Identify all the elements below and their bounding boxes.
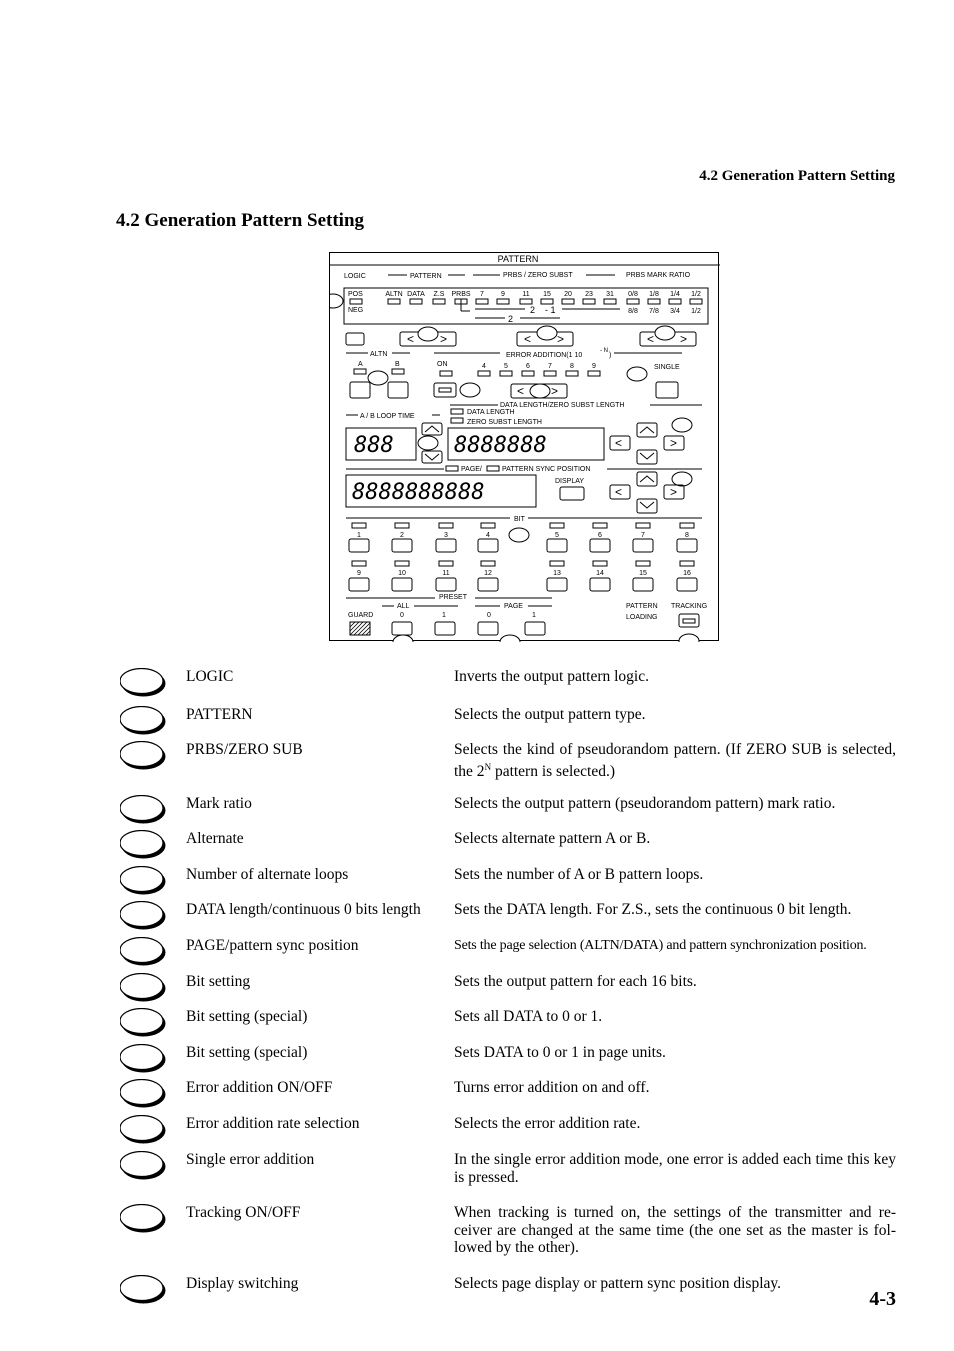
callout-marker [120, 1275, 166, 1304]
item-term: Mark ratio [186, 795, 252, 812]
error-rate-led [566, 371, 578, 376]
error-rate-label: 5 [504, 363, 508, 370]
item-term: Alternate [186, 830, 244, 847]
prbs-order-led [497, 299, 509, 304]
bit-led [395, 523, 409, 528]
pattern-right-arrow: > [440, 332, 448, 346]
callout-marker [120, 706, 166, 735]
list-item [0, 1151, 954, 1191]
bit-number-label: 2 [400, 532, 404, 539]
list-item [0, 706, 954, 746]
pattern-panel-diagram [329, 252, 719, 641]
pattern-loading-label: PATTERN [626, 603, 658, 610]
error-addition-label: ERROR ADDITION(1 10 [506, 352, 583, 359]
error-rate-label: 7 [548, 363, 552, 370]
mark-ratio-led [648, 299, 660, 304]
item-description: Selects the error addition rate. [454, 1115, 641, 1132]
bit-key [547, 539, 567, 552]
error-rate-led [500, 371, 512, 376]
formula-base: 2 [508, 314, 514, 324]
bit-number-label: 11 [442, 570, 450, 577]
list-item [0, 1115, 954, 1155]
item-description [454, 741, 896, 780]
pattern-left-arrow: < [407, 332, 415, 346]
bit-key [590, 539, 610, 552]
mark-ratio-top-label: 0/8 [628, 291, 638, 298]
bit-led [636, 523, 650, 528]
bit-key [392, 578, 412, 591]
page-zero-label: 0 [487, 612, 491, 619]
item-term: PRBS/ZERO SUB [186, 741, 303, 758]
item-description: Selects page display or pattern sync position display. [454, 1275, 782, 1292]
svg-text:>: > [670, 485, 678, 499]
bit-led [395, 561, 409, 566]
bit-number-label: 14 [596, 570, 604, 577]
bit-key [349, 539, 369, 552]
prbs-label: PRBS / ZERO SUBST [503, 272, 573, 279]
single-label: SINGLE [654, 364, 680, 371]
bit-key [590, 578, 610, 591]
data-length-display: 8888888 [454, 433, 547, 458]
item-description: Sets DATA to 0 or 1 in page units. [454, 1044, 666, 1061]
bit-key [677, 578, 697, 591]
item-description: Turns error addition on and off. [454, 1079, 650, 1096]
prbs-left-arrow: < [524, 332, 532, 346]
callout-marker [120, 741, 166, 770]
altn-b-label: B [395, 361, 400, 368]
bit-key [349, 578, 369, 591]
bit-number-label: 7 [641, 532, 645, 539]
item-term: Error addition rate selection [186, 1115, 360, 1132]
list-item [0, 1044, 954, 1084]
item-term: LOGIC [186, 668, 234, 685]
error-rate-label: 6 [526, 363, 530, 370]
all-label: ALL [397, 603, 410, 610]
callout-marker [120, 973, 166, 1002]
pattern-type-label: Z.S [433, 291, 445, 298]
item-term: PATTERN [186, 706, 253, 723]
prbs-order-led [604, 299, 616, 304]
pattern-type-led [388, 299, 400, 304]
pattern-label: PATTERN [410, 273, 442, 280]
bit-number-label: 5 [555, 532, 559, 539]
mark-ratio-bottom-label: 3/4 [670, 308, 680, 315]
item-term: Bit setting (special) [186, 1008, 308, 1025]
error-close: ) [609, 352, 612, 359]
mark-ratio-led [690, 299, 702, 304]
bit-number-label: 8 [685, 532, 689, 539]
item-description: Sets the output pattern for each 16 bits. [454, 973, 697, 990]
pattern-type-label: DATA [407, 291, 425, 298]
bit-led [439, 561, 453, 566]
bit-led [680, 523, 694, 528]
bit-key [677, 539, 697, 552]
error-rate-led [588, 371, 600, 376]
mark-ratio-label: PRBS MARK RATIO [626, 272, 691, 279]
callout-marker [120, 1115, 166, 1144]
item-description: When tracking is turned on, the settings of the transmitter and re-ceiver are changed at the same time (the one set as the master is fol-lowed by the other). [454, 1204, 896, 1256]
bit-led [352, 561, 366, 566]
prbs-order-label: 31 [606, 291, 614, 298]
svg-text:>: > [670, 436, 678, 450]
page-one-label: 1 [532, 612, 536, 619]
altn-label: ALTN [370, 351, 388, 358]
item-description-part: pattern is selected.) [491, 762, 616, 780]
bit-number-label: 16 [683, 570, 691, 577]
prbs-order-label: 9 [501, 291, 505, 298]
item-description-superscript: N [484, 761, 492, 772]
neg-label: NEG [348, 307, 364, 314]
error-right-arrow: > [551, 384, 559, 398]
panel-drawing [330, 253, 720, 642]
item-term: Display switching [186, 1275, 299, 1292]
loop-time-label: A / B LOOP TIME [360, 413, 415, 420]
callout-marker [120, 1044, 166, 1073]
item-description: In the single error addition mode, one error is added each time this key is pressed. [454, 1151, 896, 1186]
bit-key [392, 539, 412, 552]
svg-text:<: < [615, 436, 623, 450]
callout-marker [120, 668, 166, 697]
page-display: 8888888888 [352, 480, 485, 505]
prbs-order-label: 23 [585, 291, 593, 298]
list-item [0, 668, 954, 708]
item-term: Error addition ON/OFF [186, 1079, 333, 1096]
list-item [0, 1079, 954, 1119]
callout-marker [120, 937, 166, 966]
item-term: DATA length/continuous 0 bits length [186, 901, 421, 918]
loading-label: LOADING [626, 614, 658, 621]
prbs-order-label: 11 [522, 291, 530, 298]
callout-marker [120, 830, 166, 859]
bit-number-label: 4 [486, 532, 490, 539]
bit-key [633, 578, 653, 591]
pattern-type-led [433, 299, 445, 304]
pattern-type-label: PRBS [451, 291, 471, 298]
list-item [0, 973, 954, 1013]
bit-led [550, 523, 564, 528]
error-rate-label: 8 [570, 363, 574, 370]
bit-led [636, 561, 650, 566]
item-term: Number of alternate loops [186, 866, 349, 883]
item-description: Selects alternate pattern A or B. [454, 830, 651, 847]
bit-led [481, 523, 495, 528]
svg-text:<: < [615, 485, 623, 499]
display-label: DISPLAY [555, 478, 585, 485]
altn-a-label: A [358, 361, 363, 368]
on-label: ON [437, 361, 448, 368]
page-label: PAGE/ [461, 466, 482, 473]
list-item [0, 830, 954, 870]
bit-led [593, 561, 607, 566]
bit-led [593, 523, 607, 528]
error-rate-led [522, 371, 534, 376]
bit-key [436, 578, 456, 591]
data-length-label: DATA LENGTH [467, 409, 515, 416]
page-number: 4-3 [869, 1288, 896, 1310]
item-description: Selects the output pattern type. [454, 706, 646, 723]
preset-label: PRESET [439, 594, 468, 601]
prbs-order-label: 20 [564, 291, 572, 298]
mark-ratio-led [627, 299, 639, 304]
mark-ratio-led [669, 299, 681, 304]
error-rate-label: 4 [482, 363, 486, 370]
list-item [0, 901, 954, 941]
ratio-right-arrow: > [680, 332, 688, 346]
bit-led [439, 523, 453, 528]
sync-label: PATTERN SYNC POSITION [502, 466, 591, 473]
callout-marker [120, 1079, 166, 1108]
bit-number-label: 1 [357, 532, 361, 539]
item-description: Sets all DATA to 0 or 1. [454, 1008, 603, 1025]
bit-number-label: 10 [398, 570, 406, 577]
data-length-header: DATA LENGTH/ZERO SUBST LENGTH [500, 402, 625, 409]
list-item [0, 741, 954, 781]
list-item [0, 795, 954, 835]
mark-ratio-bottom-label: 7/8 [649, 308, 659, 315]
pattern-type-label: ALTN [385, 291, 403, 298]
logic-label: LOGIC [344, 273, 366, 280]
bit-key [547, 578, 567, 591]
prbs-order-led [476, 299, 488, 304]
prbs-order-led [520, 299, 532, 304]
bit-key [478, 539, 498, 552]
error-rate-label: 9 [592, 363, 596, 370]
mark-ratio-bottom-label: 1/2 [691, 308, 701, 315]
item-description: Sets the number of A or B pattern loops. [454, 866, 704, 883]
prbs-order-led [541, 299, 553, 304]
guard-label: GUARD [348, 612, 374, 619]
bit-key [633, 539, 653, 552]
bit-led [481, 561, 495, 566]
callout-marker [120, 1008, 166, 1037]
callout-marker [120, 866, 166, 895]
bit-label: BIT [514, 516, 525, 523]
item-term: Bit setting (special) [186, 1044, 308, 1061]
bit-number-label: 12 [484, 570, 492, 577]
loop-time-display: 888 [354, 433, 394, 458]
error-left-arrow: < [517, 384, 525, 398]
item-description: Inverts the output pattern logic. [454, 668, 649, 685]
bit-led [352, 523, 366, 528]
error-rate-led [544, 371, 556, 376]
error-exp: - N [600, 348, 608, 354]
all-zero-label: 0 [400, 612, 404, 619]
bit-number-label: 13 [553, 570, 561, 577]
item-term: Bit setting [186, 973, 251, 990]
item-term: Single error addition [186, 1151, 315, 1168]
running-header: 4.2 Generation Pattern Setting [699, 168, 895, 184]
ratio-left-arrow: < [647, 332, 655, 346]
formula-main: 2 [530, 305, 536, 315]
section-title: 4.2 Generation Pattern Setting [116, 210, 365, 231]
callout-marker [120, 795, 166, 824]
bit-number-label: 6 [598, 532, 602, 539]
mark-ratio-top-label: 1/2 [691, 291, 701, 298]
item-description: Sets the DATA length. For Z.S., sets the continuous 0 bit length. [454, 901, 852, 918]
callout-marker [120, 1151, 166, 1180]
item-description-part: Selects the kind of pseudorandom pattern. (If ZERO SUB is selected, the 2 [454, 741, 896, 780]
prbs-right-arrow: > [557, 332, 565, 346]
mark-ratio-top-label: 1/4 [670, 291, 680, 298]
list-item [0, 937, 954, 977]
list-item [0, 1204, 954, 1256]
error-rate-led [478, 371, 490, 376]
mark-ratio-top-label: 1/8 [649, 291, 659, 298]
callout-marker [120, 1204, 166, 1233]
item-term: PAGE/pattern sync position [186, 937, 359, 954]
prbs-order-led [583, 299, 595, 304]
callout-marker [120, 901, 166, 930]
bit-key [478, 578, 498, 591]
bit-number-label: 15 [639, 570, 647, 577]
tracking-label: TRACKING [671, 603, 708, 610]
list-item [0, 1275, 954, 1315]
prbs-order-label: 7 [480, 291, 484, 298]
list-item [0, 866, 954, 906]
bit-led [550, 561, 564, 566]
panel-title: PATTERN [497, 254, 539, 264]
prbs-order-led [562, 299, 574, 304]
bit-key [436, 539, 456, 552]
list-item [0, 1008, 954, 1048]
formula-minus: - 1 [545, 305, 556, 315]
item-description: Sets the page selection (ALTN/DATA) and pattern synchronization position. [454, 938, 867, 953]
bit-number-label: 3 [444, 532, 448, 539]
page-preset-label: PAGE [504, 603, 523, 610]
pattern-type-led [410, 299, 422, 304]
item-description: Selects the output pattern (pseudorandom pattern) mark ratio. [454, 795, 836, 812]
all-one-label: 1 [442, 612, 446, 619]
bit-led [680, 561, 694, 566]
mark-ratio-bottom-label: 8/8 [628, 308, 638, 315]
zero-subst-label: ZERO SUBST LENGTH [467, 419, 542, 426]
pos-label: POS [348, 291, 363, 298]
item-term: Tracking ON/OFF [186, 1204, 301, 1221]
prbs-order-label: 15 [543, 291, 551, 298]
bit-number-label: 9 [357, 570, 361, 577]
